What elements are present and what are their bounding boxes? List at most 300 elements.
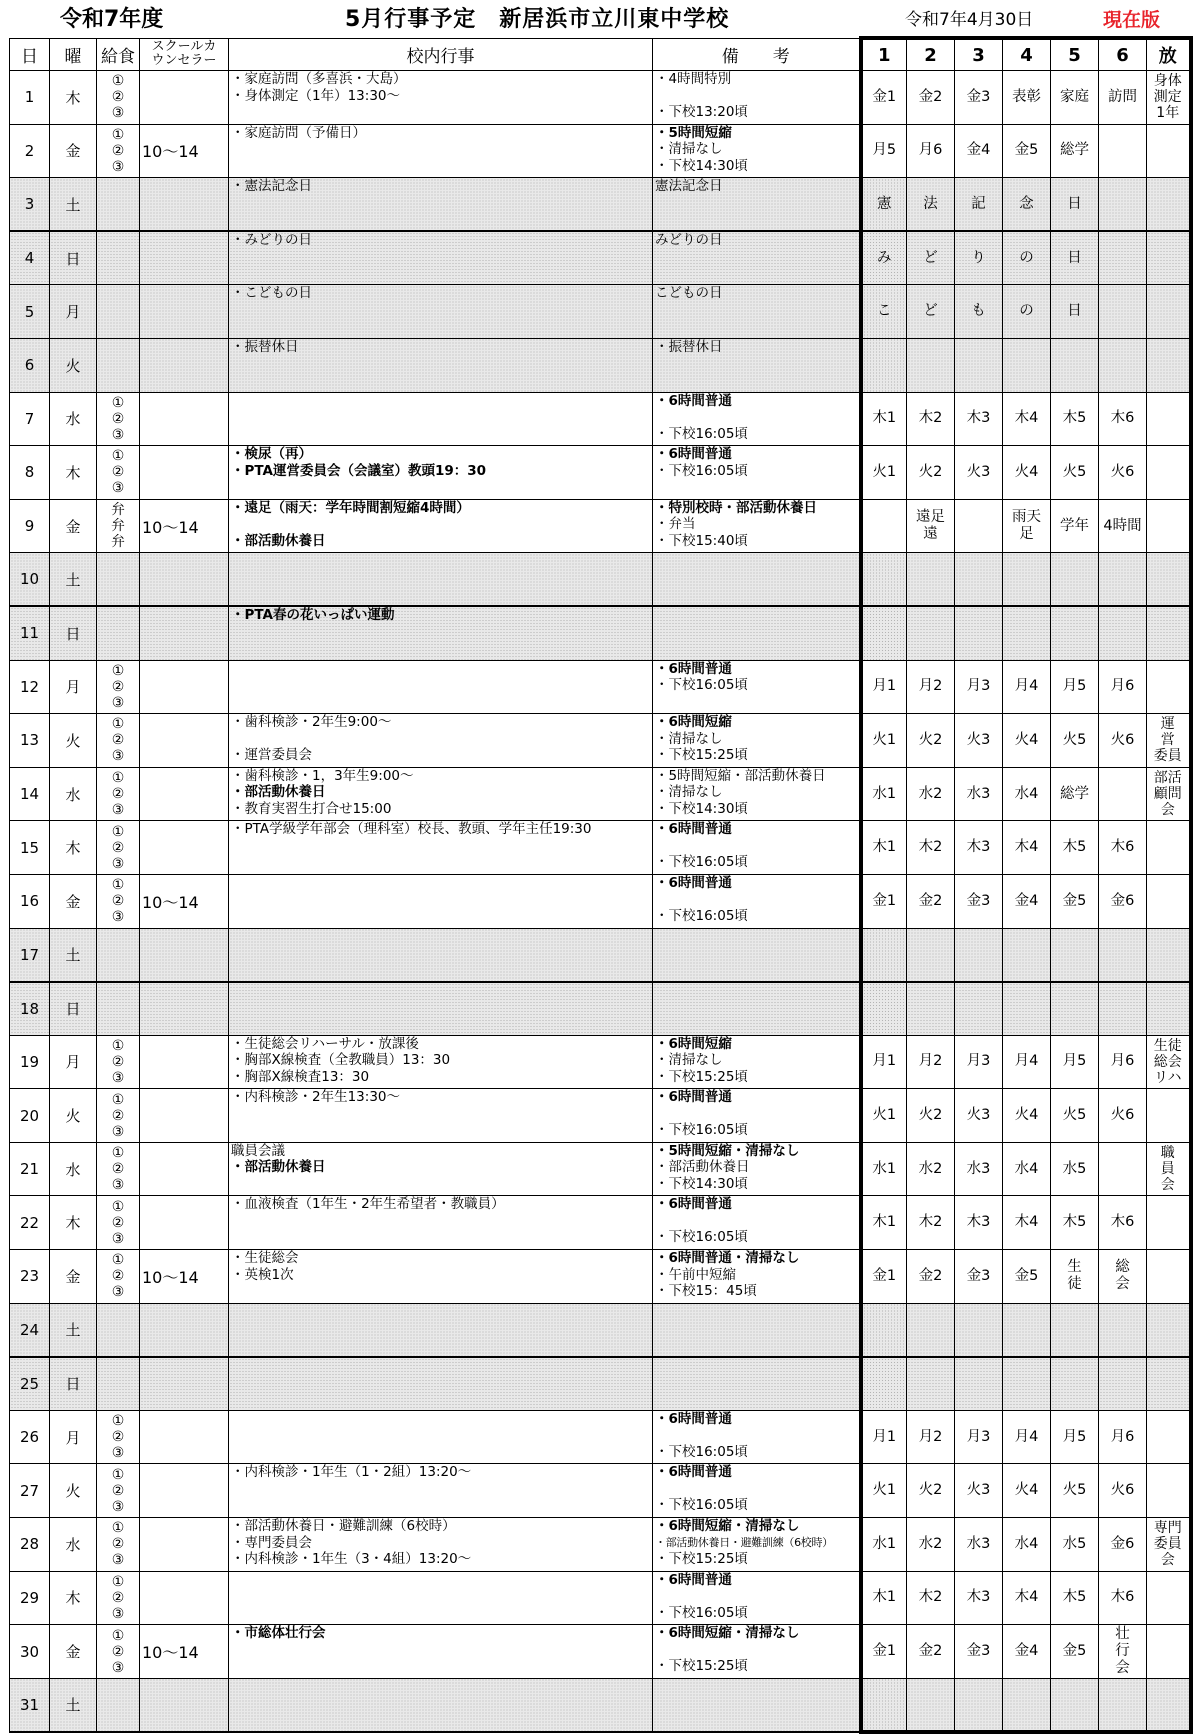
lunch-mark: ② <box>111 1482 125 1499</box>
lunch-cell <box>97 499 140 553</box>
lunch-cell <box>97 446 140 500</box>
school-events <box>229 499 653 553</box>
note-line <box>655 1358 857 1375</box>
day-row <box>10 982 1191 1036</box>
period-2-cell: 法 <box>907 178 955 232</box>
period-3-cell: 金3 <box>955 874 1003 928</box>
note-line <box>655 553 857 570</box>
period-6-cell <box>1099 553 1147 607</box>
after-school-text: 会 <box>1160 802 1175 819</box>
period-6-cell <box>1099 928 1147 982</box>
period-5-cell <box>1051 1250 1099 1304</box>
period-2-cell: 火2 <box>907 714 955 768</box>
event-line <box>231 1679 650 1696</box>
note-line: ・下校13:20頃 <box>655 104 748 120</box>
event-line <box>231 962 650 979</box>
notes <box>653 1035 861 1089</box>
day-of-week: 水 <box>50 767 97 821</box>
period-1-cell: こ <box>861 285 907 339</box>
day-of-week: 土 <box>50 178 97 232</box>
after-school-cell <box>1147 1035 1191 1089</box>
lunch-mark: ③ <box>111 909 125 926</box>
event-line: ・家庭訪問（多喜浜・大島） <box>231 71 407 87</box>
event-line: ・胸部X線検査（全教職員）13：30 <box>231 1052 451 1069</box>
day-row <box>10 1464 1191 1518</box>
event-line <box>231 854 650 871</box>
day-of-week: 日 <box>50 231 97 285</box>
event-line <box>231 141 650 158</box>
lunch-cell <box>97 392 140 446</box>
lunch-mark: ① <box>111 877 125 894</box>
counselor-hours <box>140 231 229 285</box>
period-3-cell <box>955 1357 1003 1411</box>
lunch-cell <box>97 928 140 982</box>
event-line <box>231 1658 650 1675</box>
note-line <box>655 1374 857 1391</box>
period-5-cell <box>1051 338 1099 392</box>
school-events <box>229 1303 653 1357</box>
event-line: ・検尿（再） <box>231 446 312 463</box>
day-of-week: 火 <box>50 1464 97 1518</box>
after-school-text: リハ <box>1153 1069 1182 1086</box>
col-period-6: 6 <box>1099 38 1147 71</box>
period-1-cell: み <box>861 231 907 285</box>
period-text: 会 <box>1115 1660 1130 1677</box>
period-1-cell: 月1 <box>861 660 907 714</box>
day-number: 26 <box>10 1410 50 1464</box>
note-line: ・下校16:05頃 <box>655 462 748 479</box>
event-line <box>231 586 650 603</box>
day-of-week: 月 <box>50 660 97 714</box>
period-3-cell: 木3 <box>955 1571 1003 1625</box>
document-title: 5月行事予定 新居浜市立川東中学校 <box>345 7 730 32</box>
period-6-cell <box>1099 1678 1147 1732</box>
event-line <box>231 875 650 892</box>
day-of-week: 火 <box>50 1089 97 1143</box>
after-school-text: 委員 <box>1153 1536 1182 1553</box>
period-4-cell: 木4 <box>1003 821 1051 875</box>
period-5-cell: 月5 <box>1051 1410 1099 1464</box>
note-line: ・6時間短縮 <box>655 714 732 731</box>
lunch-cell <box>97 124 140 178</box>
period-5-cell: 学年 <box>1051 499 1099 553</box>
period-1-cell: 金1 <box>861 1625 907 1679</box>
note-line <box>655 607 857 624</box>
period-1-cell: 木1 <box>861 1571 907 1625</box>
counselor-hours: 10～14 <box>140 1250 229 1304</box>
day-number: 10 <box>10 553 50 607</box>
note-line: ・清掃なし <box>655 730 723 747</box>
event-line: ・専門委員会 <box>231 1534 312 1551</box>
day-row <box>10 606 1191 660</box>
period-2-cell: 月2 <box>907 1035 955 1089</box>
counselor-hours <box>140 178 229 232</box>
event-line: ・英検1次 <box>231 1266 294 1283</box>
school-events <box>229 178 653 232</box>
lunch-mark: ③ <box>111 426 125 443</box>
lunch-cell <box>97 1250 140 1304</box>
day-of-week: 火 <box>50 714 97 768</box>
day-of-week: 木 <box>50 1571 97 1625</box>
event-line <box>231 1122 650 1139</box>
period-2-cell: ど <box>907 285 955 339</box>
period-4-cell: の <box>1003 231 1051 285</box>
event-line <box>231 1213 650 1230</box>
lunch-mark: ② <box>111 1053 125 1070</box>
notes <box>653 231 861 285</box>
period-6-cell: 金6 <box>1099 1518 1147 1572</box>
period-4-cell: 水4 <box>1003 1142 1051 1196</box>
day-of-week: 土 <box>50 1303 97 1357</box>
period-6-cell <box>1099 1142 1147 1196</box>
period-6-cell <box>1099 178 1147 232</box>
event-line: ・部活動休養日・避難訓練（6校時） <box>231 1518 456 1535</box>
period-4-cell <box>1003 982 1051 1036</box>
col-lunch: 給食 <box>97 38 140 71</box>
day-number: 19 <box>10 1035 50 1089</box>
period-3-cell: 火3 <box>955 1464 1003 1518</box>
note-line <box>655 409 857 426</box>
period-2-cell: ど <box>907 231 955 285</box>
col-counselor <box>140 38 229 71</box>
note-line <box>655 1016 857 1033</box>
period-text: 雨天 <box>1012 509 1041 526</box>
counselor-hours <box>140 1142 229 1196</box>
counselor-hours <box>140 821 229 875</box>
note-line: みどりの日 <box>655 232 723 249</box>
period-2-cell: 金2 <box>907 1250 955 1304</box>
event-line <box>231 1642 650 1659</box>
lunch-mark: ③ <box>111 802 125 819</box>
period-3-cell: 火3 <box>955 1089 1003 1143</box>
counselor-hours: 10～14 <box>140 874 229 928</box>
after-school-text: 会 <box>1160 1552 1175 1569</box>
event-line: ・身体測定（1年）13:30～ <box>231 87 400 104</box>
after-school-text: 身体 <box>1153 73 1182 90</box>
lunch-cell <box>97 660 140 714</box>
lunch-mark: ③ <box>111 1069 125 1086</box>
period-6-cell <box>1099 606 1147 660</box>
note-line: ・下校14:30頃 <box>655 800 748 817</box>
day-number: 3 <box>10 178 50 232</box>
lunch-mark: ③ <box>111 158 125 175</box>
event-line <box>231 838 650 855</box>
lunch-mark: ② <box>111 732 125 749</box>
note-line: ・弁当 <box>655 516 696 533</box>
period-2-cell <box>907 1303 955 1357</box>
event-line <box>231 1176 650 1193</box>
notes <box>653 124 861 178</box>
after-school-cell <box>1147 1250 1191 1304</box>
period-5-cell <box>1051 553 1099 607</box>
note-line <box>655 962 857 979</box>
note-line: ・下校16:05頃 <box>655 1229 748 1246</box>
day-row <box>10 1571 1191 1625</box>
after-school-text: 委員 <box>1153 748 1182 765</box>
lunch-mark: ① <box>111 448 125 465</box>
note-line <box>655 1712 857 1729</box>
day-number: 20 <box>10 1089 50 1143</box>
period-1-cell <box>861 499 907 553</box>
as-of-date: 令和7年4月30日 <box>905 10 1034 30</box>
period-1-cell: 金1 <box>861 874 907 928</box>
period-5-cell: 水5 <box>1051 1142 1099 1196</box>
fiscal-year: 令和7年度 <box>60 7 164 32</box>
after-school-cell <box>1147 606 1191 660</box>
lunch-mark: ① <box>111 1198 125 1215</box>
period-5-cell <box>1051 928 1099 982</box>
note-line: ・5時間短縮・部活動休養日 <box>655 767 826 784</box>
note-line: ・特別校時・部活動休養日 <box>655 499 817 516</box>
lunch-mark: ① <box>111 1091 125 1108</box>
period-4-cell <box>1003 499 1051 553</box>
notes <box>653 660 861 714</box>
period-4-cell: 月4 <box>1003 1035 1051 1089</box>
lunch-cell <box>97 767 140 821</box>
lunch-mark: ② <box>111 1589 125 1606</box>
day-number: 30 <box>10 1625 50 1679</box>
after-school-text: 員 <box>1160 1161 1175 1178</box>
note-line: ・下校16:05頃 <box>655 1497 748 1514</box>
note-line <box>655 211 857 228</box>
period-2-cell <box>907 553 955 607</box>
lunch-mark: ① <box>111 1466 125 1483</box>
event-line <box>231 195 650 212</box>
period-2-cell: 木2 <box>907 1196 955 1250</box>
notes <box>653 821 861 875</box>
period-4-cell <box>1003 338 1051 392</box>
note-line <box>655 1213 857 1230</box>
day-row <box>10 231 1191 285</box>
note-line: ・6時間普通 <box>655 821 732 838</box>
day-row <box>10 1410 1191 1464</box>
period-3-cell: 水3 <box>955 1518 1003 1572</box>
day-row <box>10 1142 1191 1196</box>
note-line: ・6時間普通 <box>655 660 732 677</box>
period-3-cell <box>955 982 1003 1036</box>
period-text: 足 <box>1019 526 1034 543</box>
note-line: ・下校14:30頃 <box>655 1175 748 1192</box>
note-line: ・下校15:25頃 <box>655 1658 748 1675</box>
notes <box>653 1464 861 1518</box>
period-5-cell: 総学 <box>1051 124 1099 178</box>
period-1-cell <box>861 1678 907 1732</box>
after-school-cell <box>1147 714 1191 768</box>
lunch-mark: 弁 <box>111 534 125 551</box>
note-line <box>655 265 857 282</box>
notes <box>653 178 861 232</box>
note-line: ・4時間特別 <box>655 71 732 87</box>
lunch-mark: ① <box>111 1252 125 1269</box>
event-line <box>231 999 650 1016</box>
lunch-mark: ② <box>111 1214 125 1231</box>
period-1-cell: 水1 <box>861 1142 907 1196</box>
period-5-cell: 金5 <box>1051 1625 1099 1679</box>
event-line: ・家庭訪問（予備日） <box>231 124 366 141</box>
period-6-cell: 月6 <box>1099 1035 1147 1089</box>
counselor-hours <box>140 714 229 768</box>
period-6-cell: 月6 <box>1099 1410 1147 1464</box>
lunch-cell <box>97 982 140 1036</box>
lunch-mark: ③ <box>111 1552 125 1569</box>
period-1-cell: 木1 <box>861 821 907 875</box>
event-line: ・市総体壮行会 <box>231 1625 326 1642</box>
notes <box>653 982 861 1036</box>
after-school-cell <box>1147 1357 1191 1411</box>
period-2-cell: 木2 <box>907 392 955 446</box>
period-3-cell <box>955 499 1003 553</box>
day-of-week: 水 <box>50 392 97 446</box>
period-5-cell: 火5 <box>1051 446 1099 500</box>
period-text: 総 <box>1115 1259 1130 1276</box>
period-1-cell: 水1 <box>861 767 907 821</box>
period-6-cell <box>1099 982 1147 1036</box>
event-line: ・PTA学級学年部会（理科室）校長、教頭、学年主任19:30 <box>231 821 592 838</box>
period-4-cell: 月4 <box>1003 660 1051 714</box>
day-number: 9 <box>10 499 50 553</box>
col-after-school: 放 <box>1147 38 1191 71</box>
lunch-cell <box>97 285 140 339</box>
period-2-cell <box>907 1357 955 1411</box>
day-of-week: 金 <box>50 1250 97 1304</box>
after-school-text: 運 <box>1160 716 1175 733</box>
day-row <box>10 767 1191 821</box>
period-5-cell: 水5 <box>1051 1518 1099 1572</box>
counselor-hours: 10～14 <box>140 499 229 553</box>
period-5-cell: 火5 <box>1051 1464 1099 1518</box>
note-line: ・下校16:05頃 <box>655 425 748 442</box>
note-line: ・6時間短縮 <box>655 1035 732 1052</box>
day-number: 14 <box>10 767 50 821</box>
lunch-cell <box>97 1142 140 1196</box>
lunch-cell <box>97 1196 140 1250</box>
day-of-week: 月 <box>50 285 97 339</box>
school-events <box>229 1625 653 1679</box>
note-line <box>655 624 857 641</box>
event-line <box>231 211 650 228</box>
note-line: ・清掃なし <box>655 141 723 158</box>
period-6-cell: 木6 <box>1099 1196 1147 1250</box>
note-line: ・5時間短縮 <box>655 124 732 141</box>
lunch-mark: ② <box>111 1536 125 1553</box>
lunch-mark: ① <box>111 1037 125 1054</box>
counselor-hours <box>140 1678 229 1732</box>
note-line <box>655 570 857 587</box>
period-2-cell <box>907 338 955 392</box>
day-number: 22 <box>10 1196 50 1250</box>
period-6-cell <box>1099 285 1147 339</box>
period-6-cell: 木6 <box>1099 392 1147 446</box>
notes <box>653 338 861 392</box>
period-2-cell: 水2 <box>907 767 955 821</box>
period-2-cell: 月2 <box>907 660 955 714</box>
note-line <box>655 1642 857 1659</box>
period-4-cell: 金4 <box>1003 1625 1051 1679</box>
notes <box>653 553 861 607</box>
period-2-cell: 金2 <box>907 71 955 125</box>
period-5-cell: 家庭 <box>1051 71 1099 125</box>
col-day: 日 <box>10 38 50 71</box>
period-4-cell: 表彰 <box>1003 71 1051 125</box>
period-1-cell: 月5 <box>861 124 907 178</box>
note-line: ・下校15:25頃 <box>655 1551 748 1568</box>
event-line: ・血液検査（1年生・2年生希望者・教職員） <box>231 1196 505 1213</box>
lunch-mark: ② <box>111 786 125 803</box>
counselor-hours <box>140 338 229 392</box>
event-line <box>231 553 650 570</box>
event-line: ・遠足（雨天：学年時間割短縮4時間） <box>231 499 470 516</box>
after-school-cell <box>1147 1678 1191 1732</box>
event-line <box>231 1481 650 1498</box>
lunch-cell <box>97 714 140 768</box>
period-1-cell: 木1 <box>861 1196 907 1250</box>
lunch-mark: ① <box>111 73 125 90</box>
period-3-cell: 水3 <box>955 1142 1003 1196</box>
period-4-cell: の <box>1003 285 1051 339</box>
note-line <box>655 1427 857 1444</box>
day-number: 13 <box>10 714 50 768</box>
day-row <box>10 714 1191 768</box>
day-of-week: 水 <box>50 1142 97 1196</box>
counselor-hours: 10～14 <box>140 1625 229 1679</box>
day-row <box>10 124 1191 178</box>
day-of-week: 水 <box>50 1518 97 1572</box>
note-line: ・6時間普通 <box>655 874 732 891</box>
counselor-hours <box>140 1089 229 1143</box>
day-of-week: 金 <box>50 874 97 928</box>
event-line: ・教育実習生打合せ15:00 <box>231 800 392 817</box>
period-5-cell: 木5 <box>1051 1571 1099 1625</box>
day-number: 11 <box>10 606 50 660</box>
lunch-mark: ① <box>111 1413 125 1430</box>
day-of-week: 日 <box>50 1357 97 1411</box>
school-events <box>229 71 653 125</box>
day-row <box>10 928 1191 982</box>
period-2-cell <box>907 1678 955 1732</box>
period-2-cell: 木2 <box>907 1571 955 1625</box>
period-2-cell <box>907 499 955 553</box>
lunch-mark: ③ <box>111 748 125 765</box>
lunch-cell <box>97 71 140 125</box>
period-text: 生 <box>1067 1259 1082 1276</box>
period-5-cell: 木5 <box>1051 1196 1099 1250</box>
event-line <box>231 1588 650 1605</box>
note-line: ・5時間短縮・清掃なし <box>655 1142 800 1159</box>
period-1-cell: 火1 <box>861 1464 907 1518</box>
event-line: ・内科検診・1年生（1・2組）13:20～ <box>231 1464 472 1481</box>
day-of-week: 金 <box>50 124 97 178</box>
day-number: 15 <box>10 821 50 875</box>
day-row <box>10 1678 1191 1732</box>
event-line <box>231 624 650 641</box>
lunch-cell <box>97 1678 140 1732</box>
period-3-cell <box>955 338 1003 392</box>
col-dow: 曜 <box>50 38 97 71</box>
col-notes: 備 考 <box>653 38 861 71</box>
notes <box>653 499 861 553</box>
period-6-cell <box>1099 767 1147 821</box>
event-line <box>231 929 650 946</box>
note-line <box>655 891 857 908</box>
period-3-cell: 木3 <box>955 1196 1003 1250</box>
period-6-cell <box>1099 124 1147 178</box>
period-6-cell: 火6 <box>1099 1089 1147 1143</box>
period-5-cell: 日 <box>1051 285 1099 339</box>
col-events: 校内行事 <box>229 38 653 71</box>
counselor-hours <box>140 606 229 660</box>
day-number: 4 <box>10 231 50 285</box>
counselor-hours <box>140 1035 229 1089</box>
